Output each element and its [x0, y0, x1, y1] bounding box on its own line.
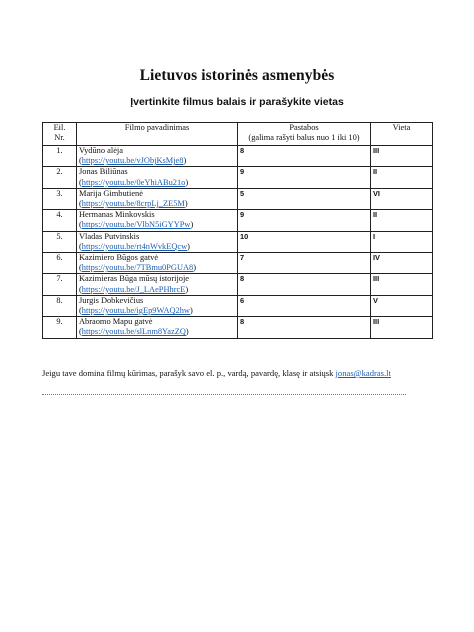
- film-name: Hermanas Minkovskis: [79, 210, 155, 220]
- link-close-paren: ): [183, 156, 187, 166]
- place-value: IV: [373, 253, 380, 263]
- table-row: [43, 295, 433, 316]
- link-close-paren: ): [190, 220, 194, 230]
- place-value: II: [373, 210, 378, 220]
- place-value: II: [373, 167, 378, 177]
- table-row: [43, 253, 433, 274]
- table-row: [43, 210, 433, 231]
- header-rank-label: Vieta: [392, 123, 411, 132]
- row-film: [77, 167, 238, 188]
- score-value: 8: [240, 317, 245, 327]
- row-nr: [43, 146, 77, 167]
- film-name: Kazimieras Būga mūsų istorijoje: [79, 274, 190, 284]
- row-film: [77, 146, 238, 167]
- score-value: 9: [240, 210, 245, 220]
- table-row: [43, 231, 433, 252]
- score-value: 6: [240, 295, 245, 305]
- link-open-paren: (: [79, 284, 82, 294]
- row-nr: [43, 167, 77, 188]
- row-film: [77, 317, 238, 338]
- place-value: III: [373, 274, 380, 284]
- row-score[interactable]: [238, 295, 371, 316]
- link-close-paren: ): [189, 306, 193, 316]
- row-nr: [43, 253, 77, 274]
- row-nr-text: 3.: [56, 188, 63, 198]
- film-link[interactable]: https://youtu.be/8crpLj_ZE5M: [81, 199, 185, 209]
- header-note-line2: (galima rašyti balus nuo 1 iki 10): [248, 133, 360, 143]
- dotted-answer-line: [42, 394, 406, 395]
- score-value: 9: [240, 167, 245, 177]
- row-score[interactable]: [238, 317, 371, 338]
- link-open-paren: (: [79, 156, 82, 166]
- link-open-paren: (: [79, 241, 82, 251]
- film-link[interactable]: https://youtu.be/VlbN5iGYYPw: [81, 220, 191, 230]
- link-close-paren: ): [185, 177, 189, 187]
- table-header-row: [43, 123, 433, 146]
- row-score[interactable]: [238, 210, 371, 231]
- score-value: 7: [240, 253, 245, 263]
- film-link[interactable]: https://youtu.be/7TBmu0PGUA8: [81, 263, 194, 273]
- row-nr-text: 4.: [56, 210, 63, 220]
- film-name: Abraomo Mapu gatvė: [79, 317, 153, 327]
- row-place[interactable]: [371, 210, 433, 231]
- place-value: V: [373, 295, 378, 305]
- row-score[interactable]: [238, 253, 371, 274]
- film-name: Kazimiero Būgos gatvė: [79, 253, 159, 263]
- link-close-paren: ): [185, 327, 189, 337]
- film-link[interactable]: https://youtu.be/rt4nWvkEQcw: [81, 241, 188, 251]
- row-score[interactable]: [238, 167, 371, 188]
- row-nr-text: 7.: [56, 274, 63, 284]
- film-name: Marija Gimbutienė: [79, 188, 143, 198]
- table-row: [43, 274, 433, 295]
- link-open-paren: (: [79, 306, 82, 316]
- footer-email-link[interactable]: jonas@kadras.lt: [335, 368, 391, 378]
- place-value: III: [373, 146, 380, 155]
- row-place[interactable]: [371, 167, 433, 188]
- link-open-paren: (: [79, 177, 82, 187]
- footer-text: Jeigu tave domina filmų kūrimas, parašyk savo el. p., vardą, pavardę, klasę ir atsiųsk: [42, 368, 336, 378]
- table-row: [43, 146, 433, 167]
- row-place[interactable]: [371, 231, 433, 252]
- row-nr-text: 6.: [56, 253, 63, 263]
- film-name: Vydūno alėja: [79, 146, 123, 155]
- header-rank: [371, 123, 433, 146]
- row-film: [77, 274, 238, 295]
- footer-note: [42, 368, 442, 378]
- score-value: 5: [240, 188, 245, 198]
- film-name: Jonas Biliūnas: [79, 167, 128, 177]
- document-subtitle: Įvertinkite filmus balais ir parašykite vietas: [130, 96, 344, 108]
- row-nr-text: 2.: [56, 167, 63, 177]
- row-film: [77, 295, 238, 316]
- film-link[interactable]: https://youtu.be/igEp9WAQ2hw: [81, 306, 190, 316]
- row-nr-text: 8.: [56, 295, 63, 305]
- table-row: [43, 188, 433, 209]
- link-close-paren: ): [193, 263, 197, 273]
- row-place[interactable]: [371, 253, 433, 274]
- row-film: [77, 188, 238, 209]
- table-row: [43, 317, 433, 338]
- place-value: I: [373, 231, 376, 241]
- film-name: Jurgis Dobkevičius: [79, 295, 144, 305]
- document-title: Lietuvos istorinės asmenybės: [139, 67, 335, 84]
- link-close-paren: ): [185, 284, 189, 294]
- row-nr-text: 1.: [56, 146, 63, 155]
- link-open-paren: (: [79, 220, 82, 230]
- row-place[interactable]: [371, 146, 433, 167]
- film-link[interactable]: https://youtu.be/slLnm8YazZQ: [81, 327, 186, 337]
- link-close-paren: ): [187, 241, 190, 251]
- row-score[interactable]: [238, 231, 371, 252]
- row-film: [77, 231, 238, 252]
- header-film-label: Filmo pavadinimas: [124, 123, 190, 132]
- row-film: [77, 210, 238, 231]
- row-nr: [43, 317, 77, 338]
- place-value: VI: [373, 188, 380, 198]
- film-link[interactable]: https://youtu.be/J_LAePHhrcE: [81, 284, 186, 294]
- link-open-paren: (: [79, 199, 82, 209]
- header-nr: [43, 123, 77, 146]
- row-film: [77, 253, 238, 274]
- film-link[interactable]: https://youtu.be/vJObjKsMje8: [81, 156, 184, 166]
- row-place[interactable]: [371, 295, 433, 316]
- film-name: Vladas Putvinskis: [79, 231, 140, 241]
- row-nr-text: 5.: [56, 231, 63, 241]
- films-table: [42, 122, 433, 339]
- film-link[interactable]: https://youtu.be/0eYhiABu21o: [81, 177, 186, 187]
- row-nr-text: 9.: [56, 317, 63, 327]
- row-score[interactable]: [238, 274, 371, 295]
- row-nr: [43, 210, 77, 231]
- score-value: 8: [240, 274, 245, 284]
- link-open-paren: (: [79, 263, 82, 273]
- place-value: III: [373, 317, 380, 327]
- table-row: [43, 167, 433, 188]
- table-body: [43, 146, 433, 339]
- header-note: [238, 123, 371, 146]
- row-nr: [43, 295, 77, 316]
- link-open-paren: (: [79, 327, 82, 337]
- header-nr-line2: Nr.: [54, 133, 65, 143]
- row-place[interactable]: [371, 188, 433, 209]
- header-film: [77, 123, 238, 146]
- row-place[interactable]: [371, 317, 433, 338]
- row-score[interactable]: [238, 146, 371, 167]
- link-close-paren: ): [184, 199, 188, 209]
- score-value: 10: [240, 231, 249, 241]
- score-value: 8: [240, 146, 245, 155]
- header-note-line1: Pastabos: [289, 123, 319, 132]
- row-nr: [43, 274, 77, 295]
- row-place[interactable]: [371, 274, 433, 295]
- row-nr: [43, 231, 77, 252]
- row-score[interactable]: [238, 188, 371, 209]
- header-nr-line1: Eil.: [53, 123, 66, 132]
- row-nr: [43, 188, 77, 209]
